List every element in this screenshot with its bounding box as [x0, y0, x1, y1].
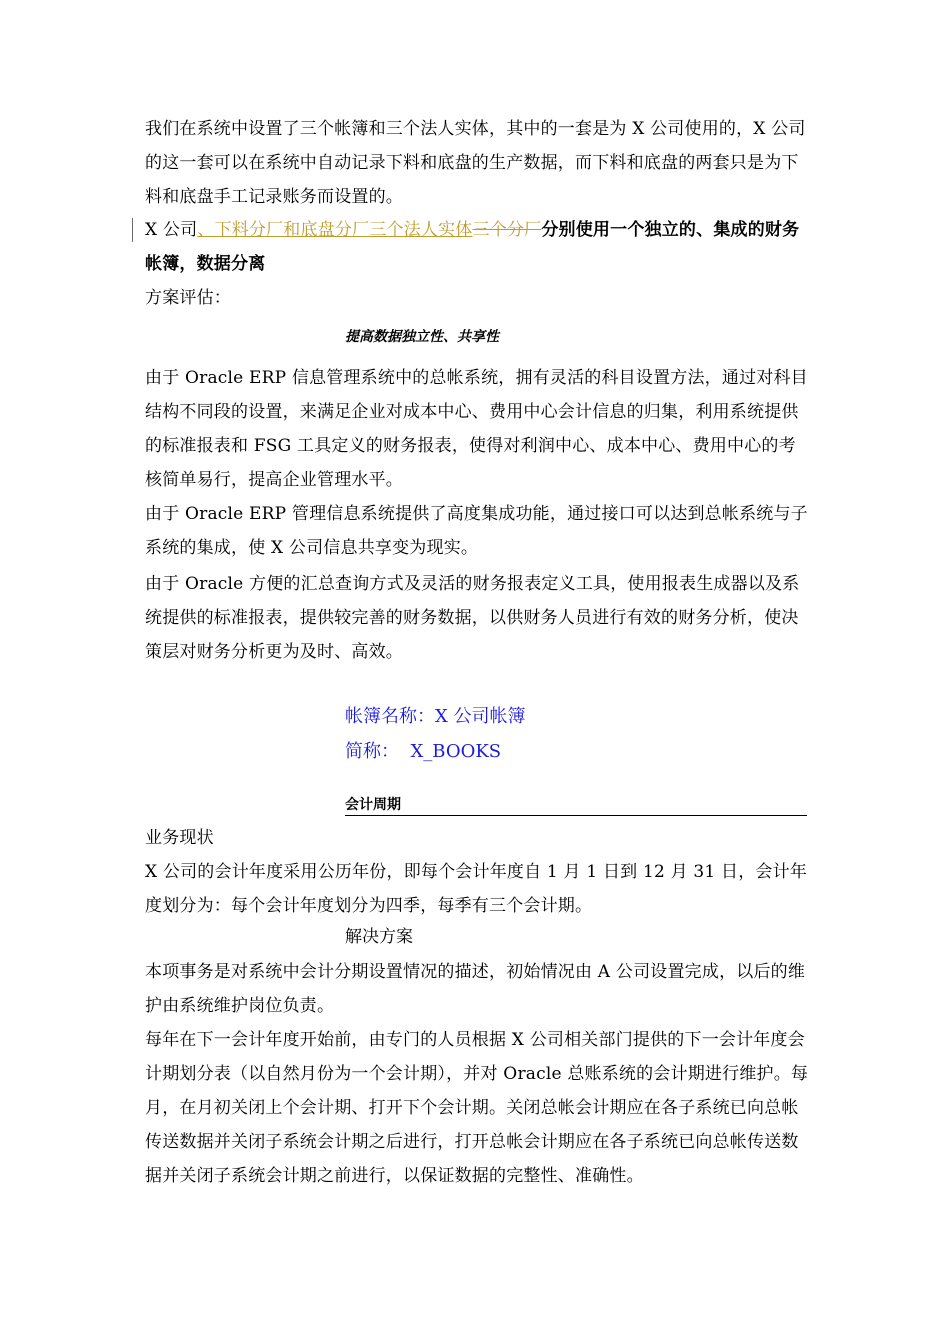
tracked-insertion: 、下料分厂和底盘分厂三个法人实体: [197, 220, 473, 240]
paragraph-ledger-usage: [145, 213, 810, 281]
paragraph-period-maintenance: 每年在下一会计年度开始前，由专门的人员根据 X 公司相关部门提供的下一会计年度会计期划分表（以自然月份为一个会计期），并对 Oracle 总账系统的会计期进行维护。每月，在月初关闭上个会计期、打开下个会计期。关闭总帐会计期应在各子系统已向总帐传送数据并关闭子系统会计期之后进行，打开总帐会计期应在各子系统已向总帐传送数据并关闭子系统会计期之前进行，以保证数据的完整性、准确性。: [145, 1030, 809, 1186]
book-short-name-line: 简称： X_BOOKS: [345, 741, 502, 762]
paragraph-period-setup: 本项事务是对系统中会计分期设置情况的描述，初始情况由 A 公司设置完成，以后的维护由系统维护岗位负责。: [145, 962, 806, 1016]
ledger-usage-suffix: 分别使用一个独立的、集成的财务帐簿，数据分离: [145, 220, 800, 274]
paragraph-ledgers-setup: 我们在系统中设置了三个帐簿和三个法人实体，其中的一套是为 X 公司使用的，X 公司的这一套可以在系统中自动记录下料和底盘的生产数据，而下料和底盘的两套只是为下料和底盘手工记录账务而设置的。: [145, 119, 806, 207]
book-name-line: 帐簿名称：X 公司帐簿: [345, 706, 526, 727]
evaluation-label: 方案评估：: [145, 288, 231, 308]
solution-label: 解决方案: [345, 927, 413, 947]
ledger-usage-prefix: X 公司: [145, 220, 198, 240]
heading-data-independence: 提高数据独立性、共享性: [345, 329, 499, 345]
heading-accounting-period: 会计周期: [345, 795, 807, 816]
paragraph-fiscal-year: X 公司的会计年度采用公历年份，即每个会计年度自 1 月 1 日到 12 月 31 日，会计年度划分为：每个会计年度划分为四季，每季有三个会计期。: [145, 862, 808, 916]
revision-change-bar: [132, 218, 133, 242]
paragraph-gl-flexibility: 由于 Oracle ERP 信息管理系统中的总帐系统，拥有灵活的科目设置方法，通过对科目结构不同段的设置，来满足企业对成本中心、费用中心会计信息的归集，利用系统提供的标准报表和 FSG 工具定义的财务报表，使得对利润中心、成本中心、费用中心的考核简单易行，提高企业管理水平。: [145, 368, 808, 490]
tracked-deletion: 三个分厂: [472, 220, 542, 240]
paragraph-integration: 由于 Oracle ERP 管理信息系统提供了高度集成功能，通过接口可以达到总帐系统与子系统的集成，使 X 公司信息共享变为现实。: [145, 504, 808, 558]
paragraph-reporting: 由于 Oracle 方便的汇总查询方式及灵活的财务报表定义工具，使用报表生成器以及系统提供的标准报表，提供较完善的财务数据，以供财务人员进行有效的财务分析，使决策层对财务分析更为及时、高效。: [145, 574, 800, 662]
current-status-label: 业务现状: [145, 828, 214, 848]
